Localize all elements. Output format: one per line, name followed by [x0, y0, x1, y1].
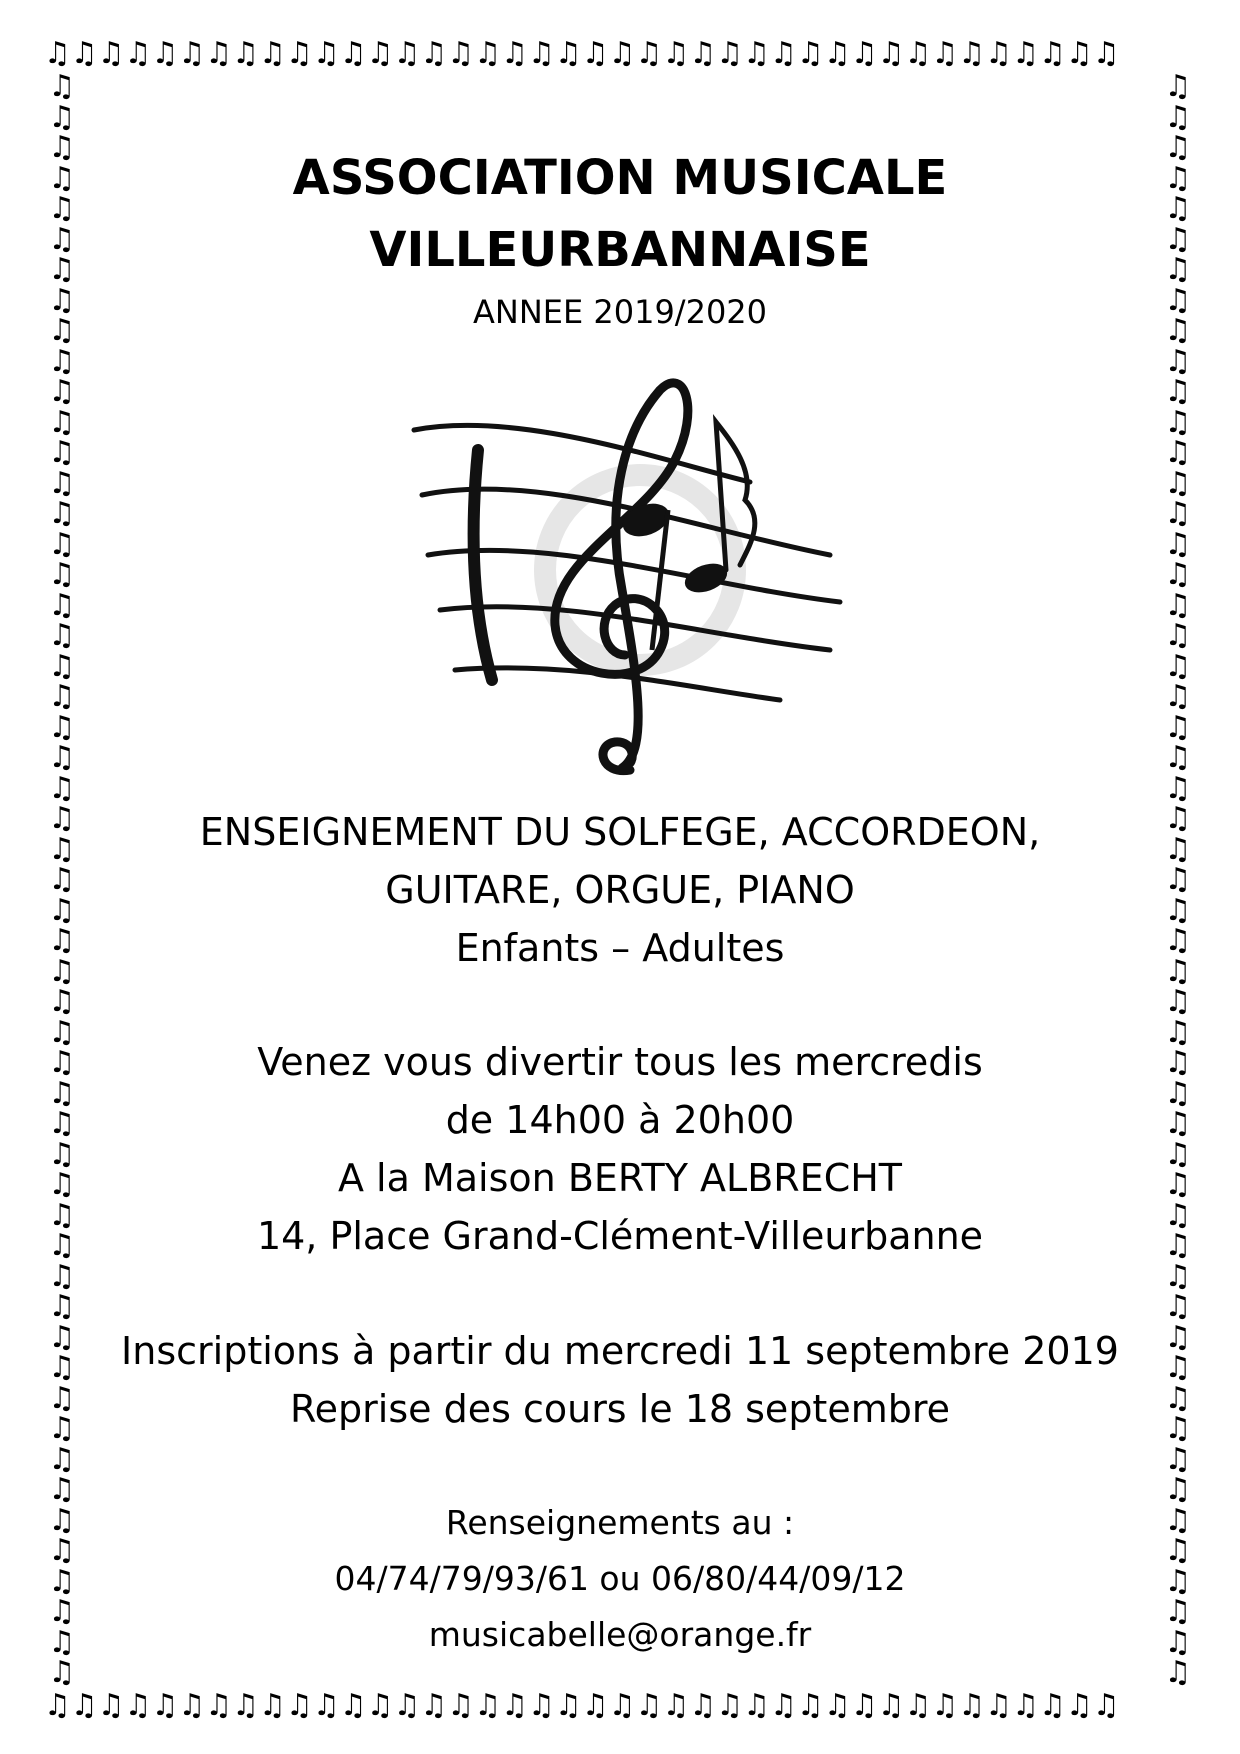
audience: Enfants – Adultes — [455, 926, 785, 970]
treble-clef-staff-icon — [400, 370, 860, 790]
schedule-line-1: Venez vous divertir tous les mercredis — [257, 1040, 983, 1084]
treble-clef-icon — [555, 383, 688, 771]
border-bottom-music-notes-icon: ♫♫♫♫♫♫♫♫♫♫♫♫♫♫♫♫♫♫♫♫♫♫♫♫♫♫♫♫♫♫♫♫♫♫♫♫♫♫♫♫ — [44, 1688, 1120, 1723]
registration-date: Inscriptions à partir du mercredi 11 septembre 2019 — [121, 1329, 1119, 1373]
schedule-address: 14, Place Grand-Clément-Villeurbanne — [256, 1214, 984, 1258]
contact-phones: 04/74/79/93/61 ou 06/80/44/09/12 — [334, 1559, 906, 1598]
border-left-music-notes-icon: ♫ ♫ ♫ ♫ ♫ ♫ ♫ ♫ ♫ ♫ ♫ ♫ ♫ ♫ ♫ ♫ ♫ ♫ ♫ ♫ ♫ ♫ ♫ ♫ ♫ ♫ ♫ ♫ ♫ ♫ ♫ ♫ ♫ ♫ ♫ ♫ ♫ ♫ ♫ ♫ ♫ ♫ ♫ ♫ ♫ ♫ ♫ ♫ ♫ ♫ ♫ ♫ ♫ — [48, 72, 76, 1688]
schedule-time: de 14h00 à 20h00 — [445, 1098, 795, 1142]
teaching-line-1: ENSEIGNEMENT DU SOLFEGE, ACCORDEON, — [199, 810, 1041, 854]
teaching-line-2: GUITARE, ORGUE, PIANO — [385, 868, 855, 912]
classes-resume-date: Reprise des cours le 18 septembre — [289, 1387, 951, 1431]
season-year: ANNEE 2019/2020 — [472, 293, 768, 331]
border-right-music-notes-icon: ♫ ♫ ♫ ♫ ♫ ♫ ♫ ♫ ♫ ♫ ♫ ♫ ♫ ♫ ♫ ♫ ♫ ♫ ♫ ♫ ♫ ♫ ♫ ♫ ♫ ♫ ♫ ♫ ♫ ♫ ♫ ♫ ♫ ♫ ♫ ♫ ♫ ♫ ♫ ♫ ♫ ♫ ♫ ♫ ♫ ♫ ♫ ♫ ♫ ♫ ♫ ♫ ♫ — [1164, 72, 1192, 1688]
contact-label: Renseignements au : — [445, 1503, 795, 1542]
bar-line — [474, 450, 492, 680]
border-top-music-notes-icon: ♫♫♫♫♫♫♫♫♫♫♫♫♫♫♫♫♫♫♫♫♫♫♫♫♫♫♫♫♫♫♫♫♫♫♫♫♫♫♫♫ — [44, 36, 1120, 71]
title-line-2: VILLEURBANNAISE — [369, 222, 871, 278]
schedule-venue: A la Maison BERTY ALBRECHT — [337, 1156, 903, 1200]
contact-email: musicabelle@orange.fr — [428, 1615, 812, 1654]
title-line-1: ASSOCIATION MUSICALE — [292, 150, 948, 206]
